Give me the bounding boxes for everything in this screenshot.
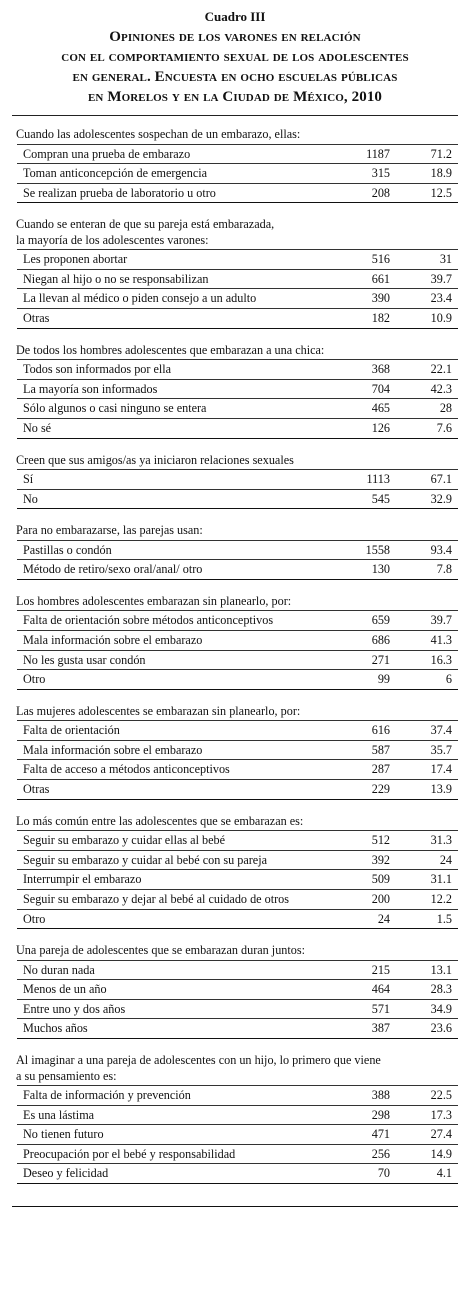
question-text: Creen que sus amigos/as ya iniciaron relaciones sexuales [16, 452, 294, 467]
answer-label: Falta de información y prevención [23, 1088, 191, 1102]
percent-cell: 4.1 [436, 1166, 452, 1181]
percent-cell: 71.2 [430, 146, 452, 161]
table-row [17, 1019, 458, 1039]
table-caption [12, 8, 458, 107]
question-section [12, 453, 458, 510]
table-row [17, 1106, 458, 1126]
count-cell: 200 [371, 891, 390, 906]
answer-rows [17, 469, 458, 509]
answer-label: No [23, 491, 38, 506]
percent-cell: 17.3 [430, 1107, 452, 1122]
answer-label: Toman anticoncepción de emergencia [23, 166, 208, 181]
percent-cell: 39.7 [430, 271, 452, 286]
percent-cell: 24 [439, 852, 452, 867]
count-cell: 287 [371, 762, 390, 777]
count-cell: 616 [371, 723, 390, 738]
answer-label: Les proponen abortar [23, 252, 128, 267]
answer-rows [17, 144, 458, 204]
top-rule [12, 115, 458, 116]
question-section [12, 943, 458, 1039]
percent-cell: 18.9 [430, 166, 452, 181]
count-cell: 390 [371, 291, 390, 306]
question-section [12, 127, 458, 203]
percent-cell: 28.3 [430, 982, 452, 997]
answer-label: La llevan al médico o piden consejo a un adulto [23, 291, 257, 306]
count-cell: 545 [371, 491, 390, 506]
answer-label: Muchos años [23, 1021, 88, 1036]
table-title-line: con el comportamiento sexual de los adolescentes [61, 49, 409, 65]
table-row [17, 360, 458, 380]
answer-rows [17, 830, 458, 929]
answer-label: Todos son informados por ella [23, 362, 172, 377]
table-row [17, 490, 458, 510]
count-cell: 686 [371, 633, 390, 647]
answer-label: Sí [23, 472, 34, 487]
count-cell: 271 [371, 652, 390, 667]
count-cell: 387 [371, 1021, 390, 1036]
percent-cell: 17.4 [430, 762, 452, 777]
question-text: Para no embarazarse, las parejas usan: [16, 523, 203, 538]
percent-cell: 31.3 [430, 833, 452, 848]
answer-rows [17, 249, 458, 328]
count-cell: 464 [371, 982, 390, 997]
count-cell: 70 [377, 1166, 390, 1181]
table-row [17, 145, 458, 165]
table-row [17, 380, 458, 400]
count-cell: 516 [371, 252, 390, 267]
percent-cell: 7.8 [436, 562, 452, 577]
table-row [17, 250, 458, 270]
count-cell: 182 [371, 311, 390, 326]
count-cell: 130 [371, 562, 390, 577]
count-cell: 465 [371, 401, 390, 416]
answer-rows [17, 960, 458, 1039]
answer-label: Método de retiro/sexo oral/anal/ otro [23, 562, 203, 577]
table-row [17, 560, 458, 580]
answer-label: Mala información sobre el embarazo [23, 633, 203, 647]
answer-rows [17, 359, 458, 438]
table-row [17, 399, 458, 419]
question-section [12, 814, 458, 929]
count-cell: 471 [371, 1127, 390, 1142]
answer-label: Preocupación por el bebé y responsabilidad [23, 1146, 236, 1161]
answer-label: Falta de acceso a métodos anticonceptivos [23, 762, 230, 777]
question-text: Las mujeres adolescentes se embarazan sin planearlo, por: [16, 703, 301, 718]
percent-cell: 22.5 [430, 1088, 452, 1102]
percent-cell: 42.3 [430, 381, 452, 396]
table-title-line: en general. Encuesta en ocho escuelas públicas [72, 69, 398, 85]
count-cell: 388 [371, 1088, 390, 1102]
answer-label: Es una lástima [23, 1107, 95, 1122]
table-body [12, 127, 458, 1184]
percent-cell: 39.7 [430, 613, 452, 628]
percent-cell: 6 [445, 672, 452, 687]
table-row [17, 470, 458, 490]
answer-label: Otro [23, 672, 46, 687]
table-row [17, 890, 458, 910]
percent-cell: 10.9 [430, 311, 452, 326]
table-row [17, 631, 458, 651]
percent-cell: 23.4 [430, 291, 452, 306]
count-cell: 256 [371, 1146, 390, 1161]
table-row [17, 541, 458, 561]
table-row [17, 1086, 458, 1106]
table-row [17, 1164, 458, 1184]
percent-cell: 93.4 [430, 542, 452, 557]
count-cell: 1558 [365, 542, 390, 557]
table-row [17, 760, 458, 780]
count-cell: 215 [371, 962, 390, 977]
percent-cell: 67.1 [430, 472, 452, 487]
table-row [17, 851, 458, 871]
percent-cell: 16.3 [430, 652, 452, 667]
question-section [12, 1053, 458, 1184]
count-cell: 509 [371, 872, 390, 887]
percent-cell: 27.4 [430, 1127, 452, 1142]
answer-label: Seguir su embarazo y cuidar ellas al bebé [23, 833, 226, 848]
answer-label: Compran una prueba de embarazo [23, 146, 191, 161]
percent-cell: 12.2 [430, 891, 452, 906]
count-cell: 512 [371, 833, 390, 848]
table-row [17, 910, 458, 930]
table-row [17, 831, 458, 851]
question-text: Al imaginar a una pareja de adolescentes con un hijo, lo primero que viene a su pensamiento es: [16, 1053, 381, 1083]
percent-cell: 32.9 [430, 491, 452, 506]
answer-label: Otro [23, 911, 46, 926]
answer-label: Deseo y felicidad [23, 1166, 109, 1181]
table-row [17, 741, 458, 761]
percent-cell: 28 [439, 401, 452, 416]
percent-cell: 13.9 [430, 782, 452, 797]
answer-label: La mayoría son informados [23, 381, 158, 396]
count-cell: 315 [371, 166, 390, 181]
percent-cell: 7.6 [436, 420, 452, 435]
answer-label: Pastillas o condón [23, 542, 112, 557]
percent-cell: 35.7 [430, 742, 452, 757]
count-cell: 208 [371, 185, 390, 200]
table-row [17, 721, 458, 741]
table-row [17, 670, 458, 690]
count-cell: 587 [371, 742, 390, 757]
table-number: Cuadro III [204, 9, 266, 24]
count-cell: 659 [371, 613, 390, 628]
table-row [17, 611, 458, 631]
count-cell: 126 [371, 420, 390, 435]
table-title-line: en Morelos y en la Ciudad de México, 2010 [87, 89, 383, 105]
table-row [17, 164, 458, 184]
percent-cell: 13.1 [430, 962, 452, 977]
answer-label: No les gusta usar condón [23, 652, 146, 667]
table-row [17, 780, 458, 800]
answer-label: Niegan al hijo o no se responsabilizan [23, 271, 209, 286]
answer-label: Falta de orientación [23, 723, 120, 738]
answer-label: Seguir su embarazo y dejar al bebé al cuidado de otros [23, 891, 289, 906]
table-row [17, 1145, 458, 1165]
table-row [17, 961, 458, 981]
count-cell: 24 [377, 911, 390, 926]
question-text: Una pareja de adolescentes que se embarazan duran juntos: [16, 943, 305, 958]
table-title-line: Opiniones de los varones en relación [109, 29, 361, 45]
table-row [17, 1000, 458, 1020]
table-row [17, 289, 458, 309]
percent-cell: 12.5 [430, 185, 452, 200]
answer-label: No duran nada [23, 962, 95, 977]
count-cell: 571 [371, 1001, 390, 1016]
table-row [17, 651, 458, 671]
answer-label: Se realizan prueba de laboratorio u otro [23, 185, 216, 200]
percent-cell: 14.9 [430, 1146, 452, 1161]
table-row [17, 184, 458, 204]
question-section [12, 523, 458, 580]
table-row [17, 870, 458, 890]
count-cell: 99 [377, 672, 390, 687]
question-section [12, 343, 458, 439]
answer-label: Otras [23, 782, 50, 797]
question-text: Cuando las adolescentes sospechan de un embarazo, ellas: [16, 127, 301, 141]
count-cell: 298 [371, 1107, 390, 1122]
percent-cell: 31.1 [430, 872, 452, 887]
table-row [17, 270, 458, 290]
table-row [17, 980, 458, 1000]
percent-cell: 1.5 [436, 911, 452, 926]
question-section [12, 594, 458, 690]
answer-label: Entre uno y dos años [23, 1001, 126, 1016]
percent-cell: 41.3 [430, 633, 452, 647]
question-text: De todos los hombres adolescentes que embarazan a una chica: [16, 342, 325, 357]
answer-label: Sólo algunos o casi ninguno se entera [23, 401, 207, 416]
count-cell: 368 [371, 362, 390, 377]
answer-label: Seguir su embarazo y cuidar al bebé con su pareja [23, 852, 267, 867]
question-section [12, 704, 458, 800]
answer-rows [17, 1085, 458, 1184]
percent-cell: 37.4 [430, 723, 452, 738]
answer-rows [17, 610, 458, 689]
percent-cell: 31 [439, 252, 452, 267]
table-row [17, 419, 458, 439]
percent-cell: 22.1 [430, 362, 452, 377]
percent-cell: 34.9 [430, 1001, 452, 1016]
count-cell: 661 [371, 271, 390, 286]
count-cell: 704 [371, 381, 390, 396]
answer-label: No tienen futuro [23, 1127, 104, 1142]
count-cell: 392 [371, 852, 390, 867]
answer-label: Menos de un año [23, 982, 107, 997]
answer-label: Mala información sobre el embarazo [23, 742, 203, 757]
question-text: Los hombres adolescentes embarazan sin planearlo, por: [16, 593, 292, 608]
percent-cell: 23.6 [430, 1021, 452, 1036]
answer-label: Falta de orientación sobre métodos anticonceptivos [23, 613, 274, 628]
count-cell: 1187 [366, 146, 390, 161]
count-cell: 229 [371, 782, 390, 797]
question-text: Lo más común entre las adolescentes que se embarazan es: [16, 813, 304, 828]
question-text: Cuando se enteran de que su pareja está embarazada, la mayoría de los adolescentes varones: [16, 217, 275, 247]
answer-label: Interrumpir el embarazo [23, 872, 142, 887]
answer-label: No sé [23, 420, 52, 435]
answer-label: Otras [23, 311, 50, 326]
table-row [17, 1125, 458, 1145]
answer-rows [17, 540, 458, 580]
question-section [12, 217, 458, 328]
count-cell: 1113 [366, 472, 390, 487]
table-row [17, 309, 458, 329]
bottom-rule [12, 1206, 458, 1207]
answer-rows [17, 720, 458, 799]
